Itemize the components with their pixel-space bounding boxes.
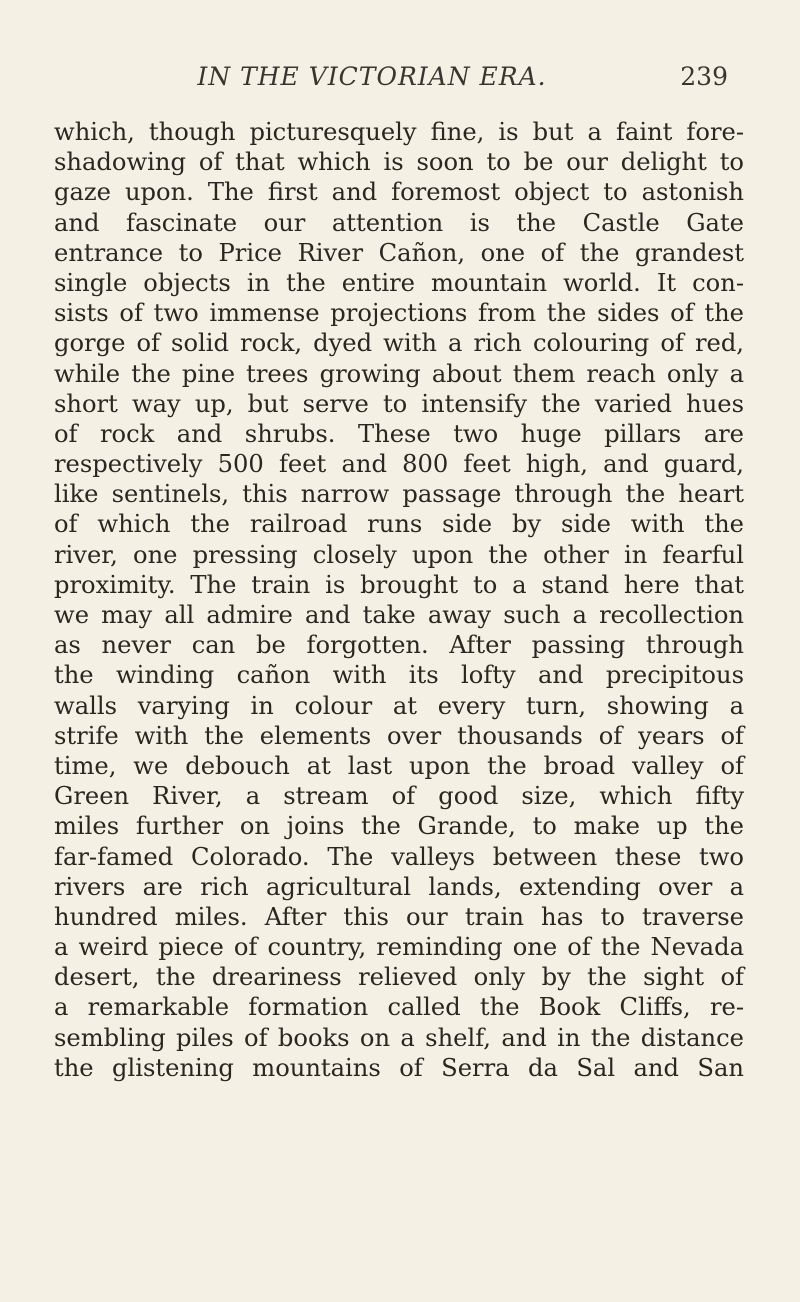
text-line: sembling piles of books on a shelf, and in the distance bbox=[54, 1023, 744, 1052]
text-line: like sentinels, this narrow passage through the heart bbox=[54, 480, 744, 509]
text-line: gaze upon. The first and foremost object to astonish bbox=[54, 178, 744, 207]
text-line: the winding cañon with its lofty and precipitous bbox=[54, 661, 744, 690]
text-line: miles further on joins the Grande, to make up the bbox=[54, 812, 744, 841]
page-number: 239 bbox=[680, 62, 728, 91]
page-header bbox=[52, 62, 728, 102]
text-line: far-famed Colorado. The valleys between these two bbox=[54, 842, 744, 871]
text-line: walls varying in colour at every turn, showing a bbox=[54, 691, 744, 720]
text-line: of rock and shrubs. These two huge pillars are bbox=[54, 419, 744, 448]
text-line: desert, the dreariness relieved only by the sight of bbox=[54, 963, 744, 992]
text-line: single objects in the entire mountain world. It con- bbox=[54, 268, 744, 297]
text-line: time, we debouch at last upon the broad valley of bbox=[54, 751, 744, 780]
text-line: rivers are rich agricultural lands, extending over a bbox=[54, 872, 744, 901]
text-line: respectively 500 feet and 800 feet high, and guard, bbox=[54, 450, 744, 479]
body-text bbox=[54, 117, 744, 1083]
text-line: of which the railroad runs side by side with the bbox=[54, 510, 744, 539]
text-line: shadowing of that which is soon to be our delight to bbox=[54, 148, 744, 177]
text-line: short way up, but serve to intensify the varied hues bbox=[54, 389, 744, 418]
text-line: a weird piece of country, reminding one of the Nevada bbox=[54, 933, 744, 962]
text-line: river, one pressing closely upon the other in fearful bbox=[54, 540, 744, 569]
running-title: IN THE VICTORIAN ERA. bbox=[197, 62, 547, 91]
text-line: strife with the elements over thousands of years of bbox=[54, 721, 744, 750]
text-line: which, though picturesquely fine, is but a faint fore- bbox=[54, 118, 744, 146]
text-line: while the pine trees growing about them reach only a bbox=[54, 359, 744, 388]
text-line: Green River, a stream of good size, which fifty bbox=[54, 782, 744, 811]
text-line: gorge of solid rock, dyed with a rich colouring of red, bbox=[54, 329, 744, 358]
text-line: entrance to Price River Cañon, one of the grandest bbox=[54, 238, 744, 267]
text-line: the glistening mountains of Serra da Sal and San bbox=[54, 1053, 744, 1082]
text-line: as never can be forgotten. After passing through bbox=[54, 631, 744, 660]
text-line: proximity. The train is brought to a stand here that bbox=[54, 570, 744, 599]
text-line: sists of two immense projections from the sides of the bbox=[54, 299, 744, 328]
text-line: and fascinate our attention is the Castle Gate bbox=[54, 208, 744, 237]
text-line: we may all admire and take away such a recollection bbox=[54, 601, 744, 629]
text-line: a remarkable formation called the Book Cliffs, re- bbox=[54, 993, 744, 1022]
text-line: hundred miles. After this our train has to traverse bbox=[54, 902, 744, 931]
